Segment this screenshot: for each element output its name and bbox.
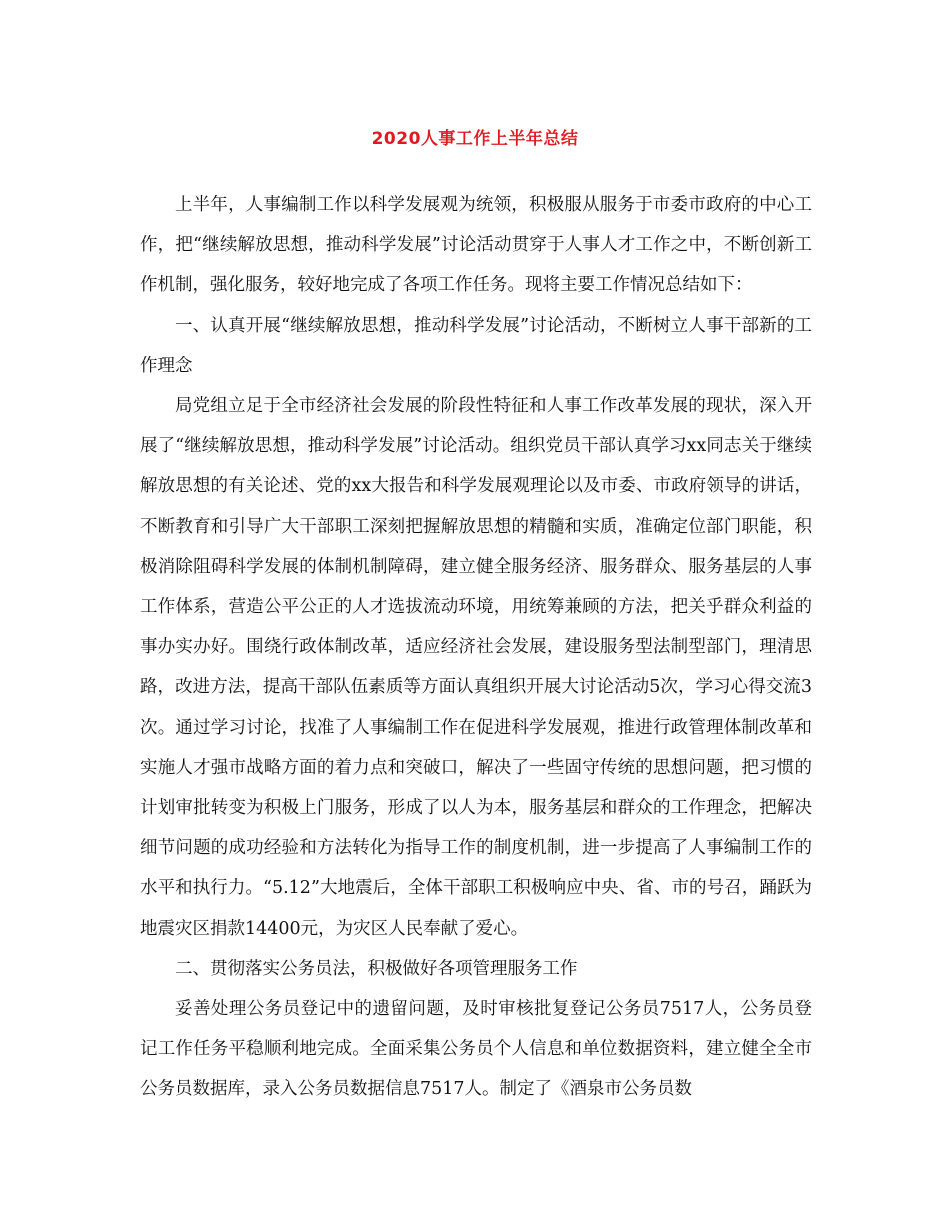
section-heading-1: 一、认真开展“继续解放思想，推动科学发展”讨论活动，不断树立人事干部新的工作理念 bbox=[140, 315, 812, 376]
paragraph-section-2: 妥善处理公务员登记中的遗留问题，及时审核批复登记公务员7517人，公务员登记工作任务平稳顺利地完成。全面采集公务员个人信息和单位数据资料，建立健全全市公务员数据库，录入公务员数据信息7517人。制定了《酒泉市公务员数 bbox=[140, 999, 812, 1100]
document-body bbox=[140, 185, 812, 1110]
section-heading-2: 二、贯彻落实公务员法，积极做好各项管理服务工作 bbox=[175, 958, 578, 979]
document-title: 2020人事工作上半年总结 bbox=[371, 129, 579, 149]
paragraph-section-1: 局党组立足于全市经济社会发展的阶段性特征和人事工作改革发展的现状，深入开展了“继续解放思想，推动科学发展”讨论活动。组织党员干部认真学习xx同志关于继续解放思想的有关论述、党的xx大报告和科学发展观理论以及市委、市政府领导的讲话，不断教育和引导广大干部职工深刻把握解放思想的精髓和实质，准确定位部门职能，积极消除阻碍科学发展的体制机制障碍，建立健全服务经济、服务群众、服务基层的人事工作体系，营造公平公正的人才选拔流动环境，用统筹兼顾的方法，把关乎群众利益的事办实办好。围绕行政体制改革，适应经济社会发展，建设服务型法制型部门，理清思路，改进方法，提高干部队伍素质等方面认真组织开展大讨论活动5次，学习心得交流3次。通过学习讨论，找准了人事编制工作在促进科学发展观，推进行政管理体制改革和实施人才强市战略方面的着力点和突破口，解决了一些固守传统的思想问题，把习惯的计划审批转变为积极上门服务，形成了以人为本，服务基层和群众的工作理念，把解决细节问题的成功经验和方法转化为指导工作的制度机制，进一步提高了人事编制工作的水平和执行力。“5.12”大地震后，全体干部职工积极响应中央、省、市的号召，踊跃为地震灾区捐款14400元，为灾区人民奉献了爱心。 bbox=[140, 396, 812, 939]
paragraph-intro: 上半年，人事编制工作以科学发展观为统领，积极服从服务于市委市政府的中心工作，把“继续解放思想，推动科学发展”讨论活动贯穿于人事人才工作之中，不断创新工作机制，强化服务，较好地完成了各项工作任务。现将主要工作情况总结如下： bbox=[140, 195, 812, 296]
